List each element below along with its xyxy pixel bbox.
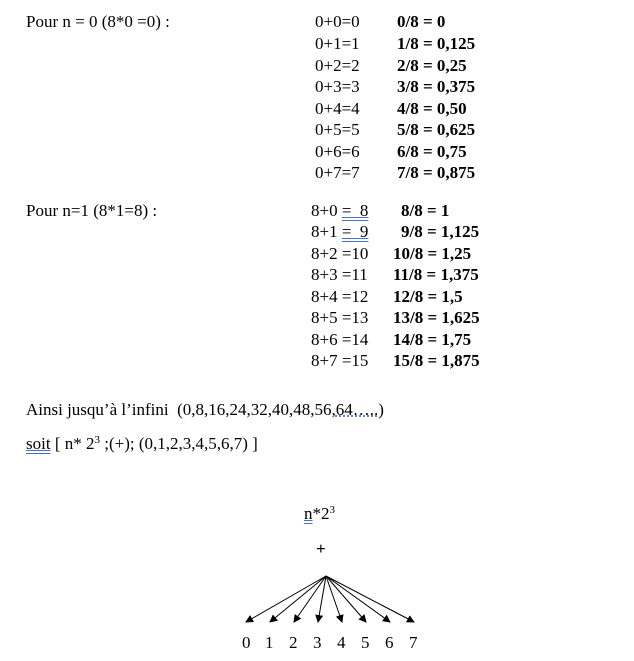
sum-right: = 8: [341, 201, 369, 220]
table-row-sum: 8+6 =14: [311, 330, 369, 349]
sequence-prefix: Ainsi jusqu’à l’infini (0,8,16,24,32,40,48,56,: [26, 400, 336, 419]
table-row-sum: 8+3 =11: [311, 265, 368, 284]
sum-left: 8+1: [311, 222, 342, 241]
leaf-label: 7: [409, 633, 418, 652]
table-row-sum: 0+6=6: [315, 142, 360, 161]
table-row-result: 14/8 = 1,75: [393, 330, 472, 349]
table-row-result: 1/8 = 0,125: [397, 34, 476, 53]
table-row-result: 13/8 = 1,625: [393, 308, 480, 327]
table-row-result: 4/8 = 0,50: [397, 99, 467, 118]
arrow-to-leaf-3: [318, 576, 326, 622]
arrow-to-leaf-5: [326, 576, 366, 622]
sum-left: 8+0: [311, 201, 342, 220]
diagram-root-n: n: [304, 504, 313, 523]
leaf-label: 2: [289, 633, 298, 652]
sequence-suffix: ): [378, 400, 384, 419]
table-row-result: 15/8 = 1,875: [393, 351, 480, 370]
arrow-to-leaf-2: [294, 576, 326, 622]
leaf-label: 6: [385, 633, 394, 652]
arrow-to-leaf-1: [270, 576, 326, 622]
table-row-result: 11/8 = 1,375: [393, 265, 479, 284]
table-row-result: 6/8 = 0,75: [397, 142, 467, 161]
leaf-label: 3: [313, 633, 322, 652]
diagram-root-rest: *2: [312, 504, 330, 523]
arrow-to-leaf-0: [246, 576, 326, 622]
arrow-to-leaf-6: [326, 576, 390, 622]
formula-exponent: 3: [94, 434, 100, 446]
table-row-sum: 0+3=3: [315, 77, 360, 96]
formula-part1: [ n* 2: [50, 434, 95, 453]
table-row-sum: 8+4 =12: [311, 287, 369, 306]
section1-label: Pour n = 0 (8*0 =0) :: [26, 12, 170, 31]
table-row-result: 7/8 = 0,875: [397, 163, 476, 182]
sum-right: = 9: [341, 222, 369, 241]
table-row-result: 5/8 = 0,625: [397, 120, 476, 139]
leaf-label: 4: [337, 633, 346, 652]
table-row-result: 12/8 = 1,5: [393, 287, 463, 306]
formula-part2: ;(+); (0,1,2,3,4,5,6,7) ]: [99, 434, 258, 453]
diagram-root-exponent: 3: [329, 504, 335, 516]
diagram-plus-sign: +: [316, 539, 326, 558]
table-row-sum: 0+4=4: [315, 99, 360, 118]
table-row-result: 2/8 = 0,25: [397, 56, 467, 75]
table-row-sum: 0+7=7: [315, 163, 360, 182]
table-row-result: 0/8 = 0: [397, 12, 446, 31]
table-row-result: 8/8 = 1: [401, 201, 450, 220]
leaf-label: 5: [361, 633, 370, 652]
table-row-sum: 0+5=5: [315, 120, 360, 139]
table-row-sum: 8+7 =15: [311, 351, 369, 370]
leaf-label: 0: [242, 633, 251, 652]
table-row-sum: 8+5 =13: [311, 308, 369, 327]
table-row-sum: 8+2 =10: [311, 244, 369, 263]
table-row-sum: 0+0=0: [315, 12, 360, 31]
table-row-result: 10/8 = 1,25: [393, 244, 472, 263]
table-row-sum: 0+2=2: [315, 56, 360, 75]
leaf-label: 1: [265, 633, 274, 652]
table-row-result: 9/8 = 1,125: [401, 222, 480, 241]
soit-word: soit: [26, 434, 51, 453]
section2-label: Pour n=1 (8*1=8) :: [26, 201, 158, 220]
sequence-underlined: 64…..: [335, 400, 379, 419]
table-row-sum: 0+1=1: [315, 34, 360, 53]
table-row-result: 3/8 = 0,375: [397, 77, 476, 96]
